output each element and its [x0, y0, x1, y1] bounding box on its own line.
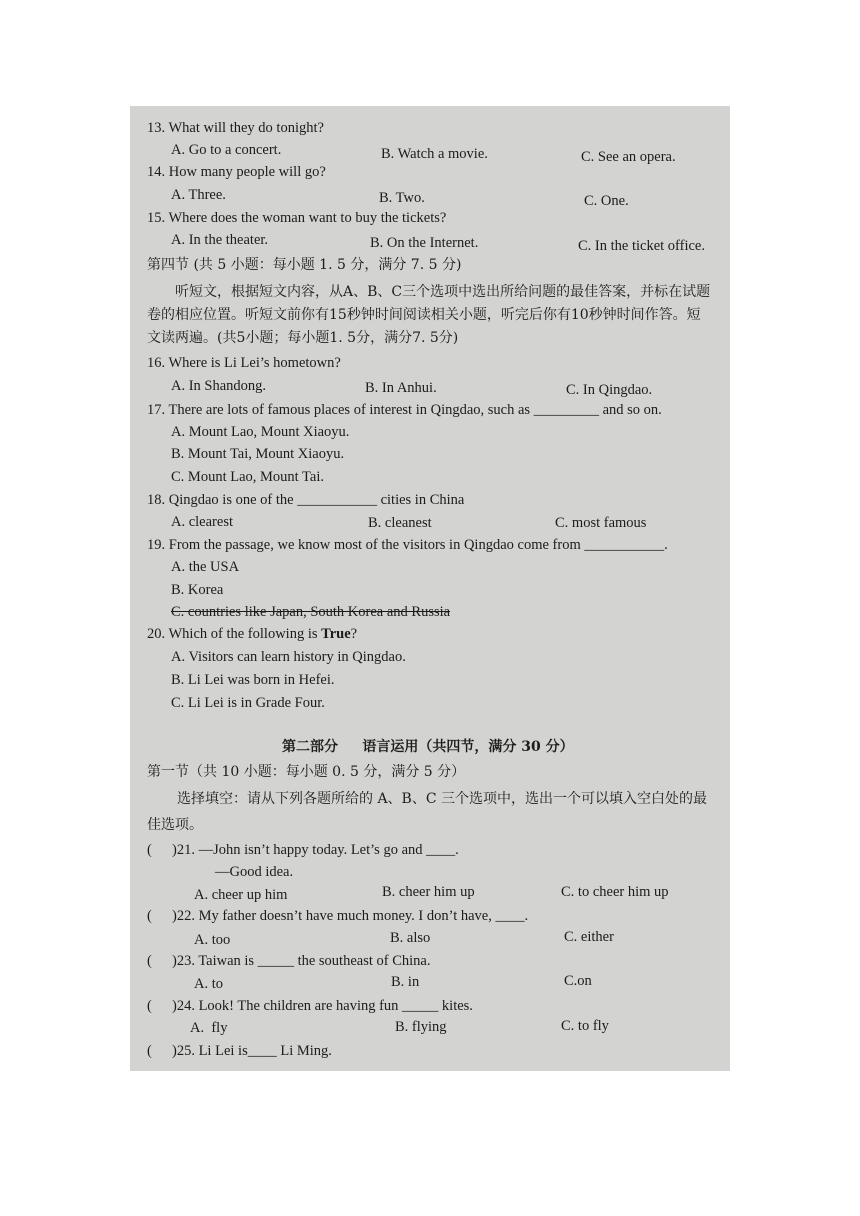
question-25-paren: (: [147, 1043, 152, 1059]
question-20-stem: [147, 625, 357, 643]
question-13-stem: 13. What will they do tonight?: [147, 120, 324, 136]
question-21-option-a: A. cheer up him: [194, 887, 288, 903]
part2-instruction: 选择填空：请从下列各题所给的 A、B、C 三个选项中，选出一个可以填入空白处的最佳选项。: [147, 791, 708, 833]
question-22-paren: (: [147, 908, 152, 924]
question-15-option-c: C. In the ticket office.: [578, 238, 705, 254]
question-19-option-b: B. Korea: [171, 582, 224, 598]
question-19-stem: 19. From the passage, we know most of the visitors in Qingdao come from ___________.: [147, 537, 668, 553]
question-16-option-c: C. In Qingdao.: [566, 382, 653, 398]
question-18-option-b: B. cleanest: [368, 515, 432, 531]
question-16-option-b: B. In Anhui.: [365, 380, 437, 396]
question-16-stem: 16. Where is Li Lei’s hometown?: [147, 355, 341, 371]
exam-page-photo: [130, 106, 730, 1071]
question-19-option-a: A. the USA: [171, 559, 240, 575]
question-24-option-b: B. flying: [395, 1019, 447, 1035]
section4-instruction: 听短文，根据短文内容，从A、B、C三个选项中选出所给问题的最佳答案，并标在试题卷的相应位置。听短文前你有15秒钟时间阅读相关小题，听完后你有10秒钟时间作答。短文读两遍。(共5小题；每小题1. 5分，满分7. 5分): [147, 284, 711, 346]
question-14-stem: 14. How many people will go?: [147, 164, 326, 180]
question-24-option-a: A. fly: [190, 1020, 228, 1036]
question-21-stem: )21. —John isn’t happy today. Let’s go and ____.: [172, 842, 459, 858]
question-21-option-c: C. to cheer him up: [561, 884, 669, 900]
question-15-stem: 15. Where does the woman want to buy the tickets?: [147, 210, 447, 226]
question-16-option-a: A. In Shandong.: [171, 378, 267, 394]
question-23-option-b: B. in: [391, 974, 420, 990]
question-15-option-a: A. In the theater.: [171, 232, 269, 248]
question-17-option-c: C. Mount Lao, Mount Tai.: [171, 469, 324, 485]
question-21-option-b: B. cheer him up: [382, 884, 475, 900]
question-21-reply: —Good idea.: [215, 864, 294, 880]
question-24-option-c: C. to fly: [561, 1018, 609, 1034]
question-18-stem: 18. Qingdao is one of the ___________ cities in China: [147, 492, 465, 508]
section4-heading: 第四节 (共 5 小题：每小题 1. 5 分，满分 7. 5 分): [147, 257, 462, 273]
question-21-paren: (: [147, 842, 152, 858]
question-24-paren: (: [147, 998, 152, 1014]
question-20-option-c: C. Li Lei is in Grade Four.: [171, 695, 325, 711]
question-13-option-c: C. See an opera.: [581, 149, 676, 165]
question-24-stem: )24. Look! The children are having fun _____ kites.: [172, 998, 473, 1014]
question-20-stem-suffix: ?: [350, 626, 358, 642]
question-20-stem-prefix: 20. Which of the following is: [147, 626, 322, 642]
question-23-paren: (: [147, 953, 152, 969]
question-18-option-a: A. clearest: [171, 514, 233, 530]
question-15-option-b: B. On the Internet.: [370, 235, 479, 251]
question-23-stem: )23. Taiwan is _____ the southeast of China.: [172, 953, 431, 969]
question-22-option-c: C. either: [564, 929, 614, 945]
question-13-option-a: A. Go to a concert.: [171, 142, 282, 158]
question-19-option-c: C. countries like Japan, South Korea and Russia: [171, 604, 451, 620]
question-18-option-c: C. most famous: [555, 515, 647, 531]
question-22-option-b: B. also: [390, 930, 431, 946]
question-13-option-b: B. Watch a movie.: [381, 146, 488, 162]
question-23-option-a: A. to: [194, 976, 223, 992]
question-20-stem-bold: True: [321, 626, 351, 642]
question-14-option-b: B. Two.: [379, 190, 425, 206]
question-23-option-c: C.on: [564, 973, 592, 989]
question-22-option-a: A. too: [194, 932, 231, 948]
question-17-option-b: B. Mount Tai, Mount Xiaoyu.: [171, 446, 345, 462]
question-17-stem: 17. There are lots of famous places of interest in Qingdao, such as _________ and so on.: [147, 402, 662, 418]
question-22-stem: )22. My father doesn’t have much money. I don’t have, ____.: [172, 908, 529, 924]
question-14-option-a: A. Three.: [171, 187, 226, 203]
question-20-option-a: A. Visitors can learn history in Qingdao.: [171, 649, 406, 665]
part2-section1-heading: 第一节（共 10 小题：每小题 0. 5 分，满分 5 分）: [147, 764, 466, 780]
question-25-stem: )25. Li Lei is____ Li Ming.: [172, 1043, 332, 1059]
question-17-option-a: A. Mount Lao, Mount Xiaoyu.: [171, 424, 350, 440]
question-14-option-c: C. One.: [584, 193, 629, 209]
part2-title: 第二部分 语言运用（共四节，满分 30 分）: [282, 739, 574, 755]
question-20-option-b: B. Li Lei was born in Hefei.: [171, 672, 335, 688]
